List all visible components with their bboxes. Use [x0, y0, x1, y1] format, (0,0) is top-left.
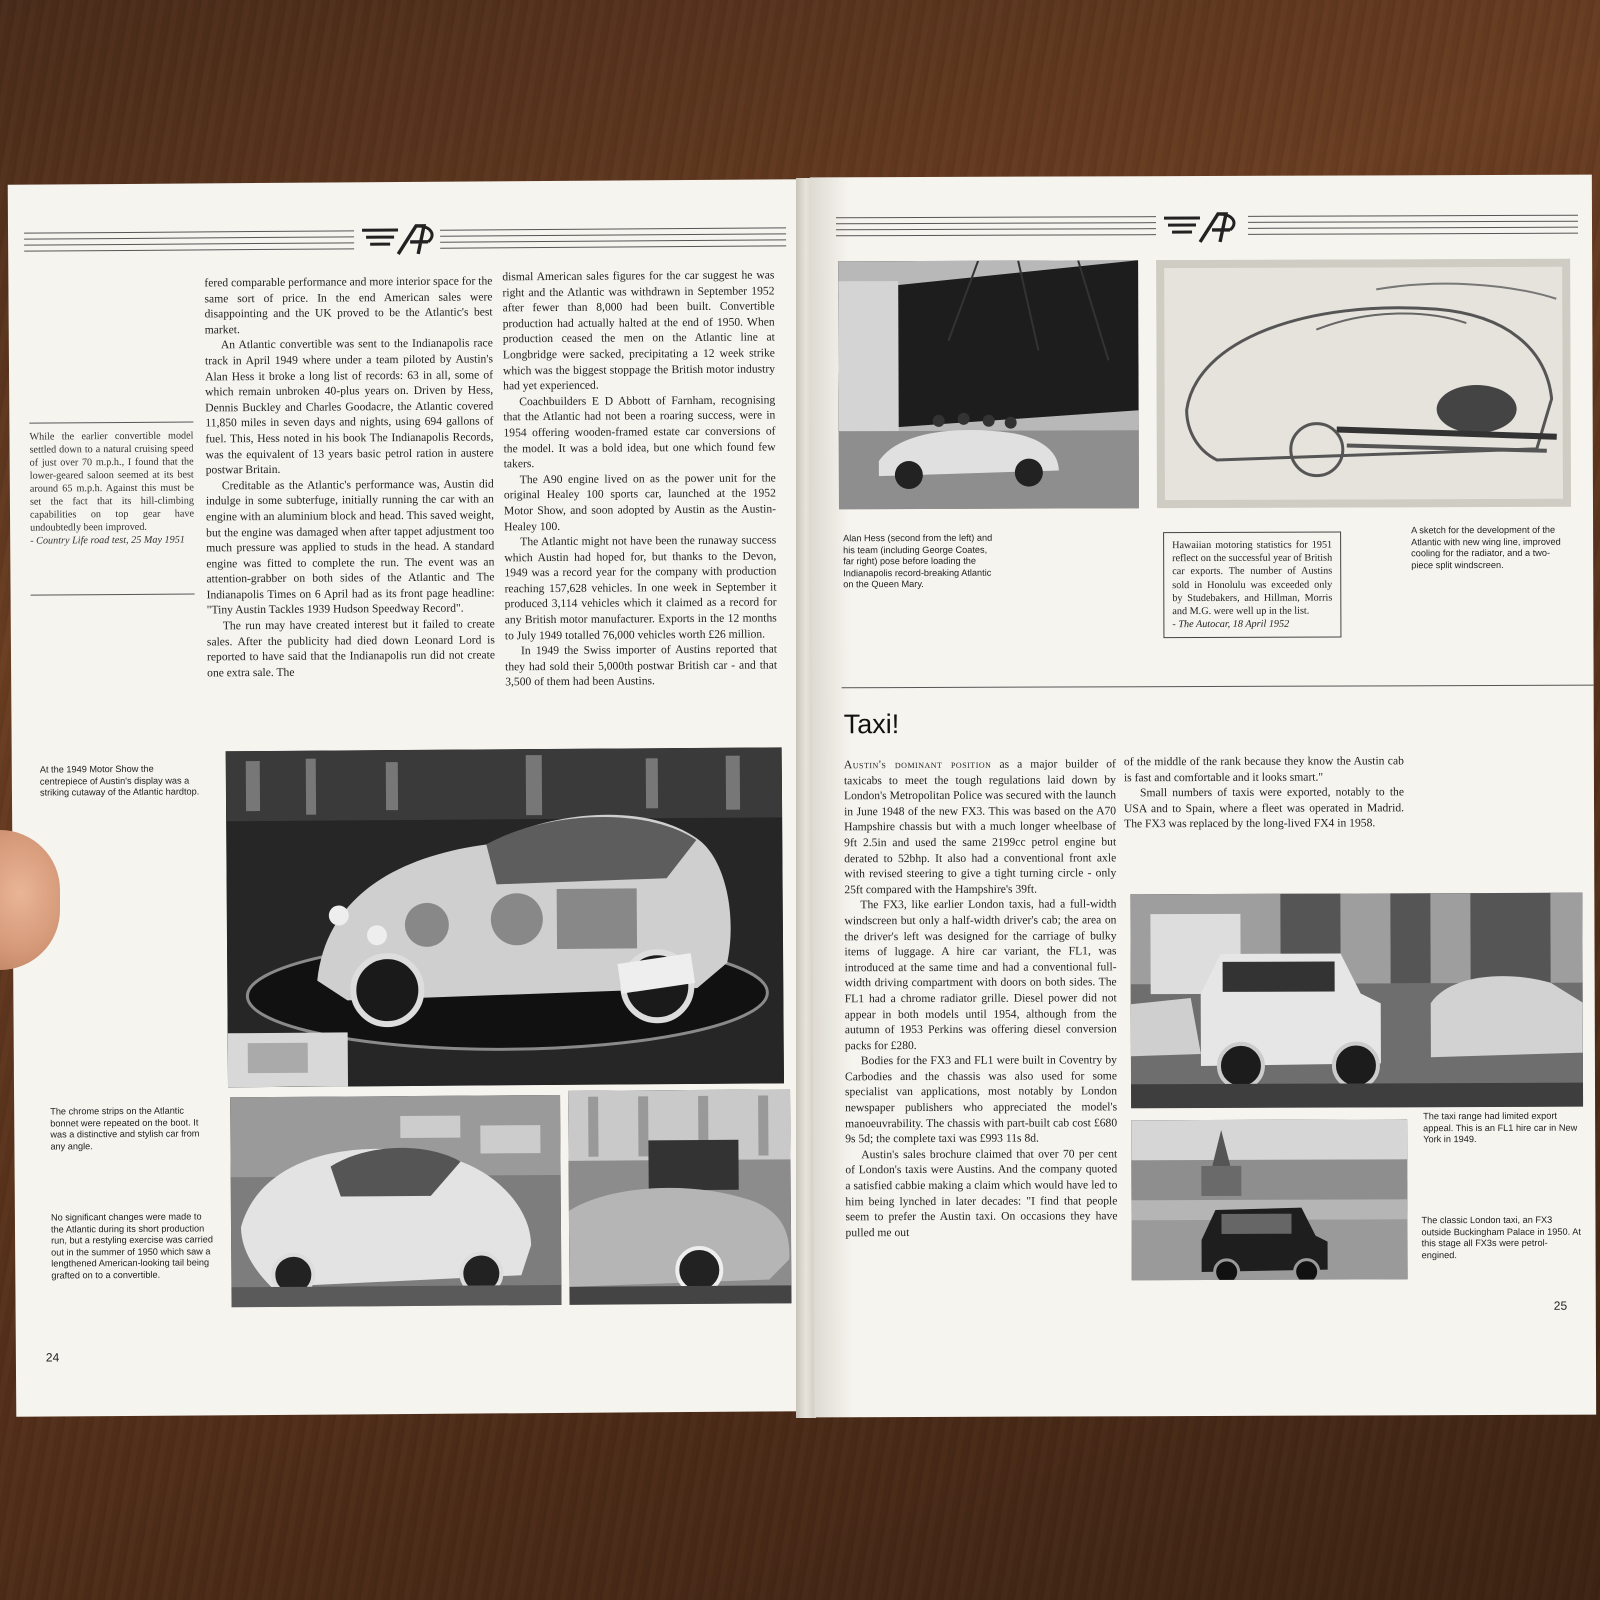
- box-source: - The Autocar, 18 April 1952: [1172, 618, 1290, 631]
- lead-in: Austin's dominant position: [843, 757, 992, 772]
- photo-motor-show-cutaway: [226, 747, 784, 1087]
- quote-rule-top: [29, 421, 193, 423]
- paragraph: Coachbuilders E D Abbott of Farnham, recognising that the Atlantic had not been a roaring success, were in 1954 offering wooden-framed estate car conversions of the model. It was a bold idea, but one which found few takers.: [503, 393, 776, 471]
- lead-text: as a major builder of taxicabs to meet the tough regulations laid down by London's Metropolitan Police was secured with the launch in June 1948 of the new FX3. This was based on the A70 Hampshire chassis but with a much longer wheelbase of 9ft 2.5in and used the same 2199cc petrol engine but derated to 52bhp. It also had a conventional front axle with revised steering to give a tight turning circle - only 25ft compared with the Hampshire's 39ft.: [843, 757, 1117, 897]
- photo-restyled-convertible: [568, 1089, 791, 1305]
- paragraph: [844, 756, 1116, 897]
- quote-rule-bottom: [31, 593, 195, 595]
- paragraph: Creditable as the Atlantic's performance was, Austin did indulge in some subterfuge, initially running the car with an engine with an aluminium block and head. This saved weight, but the engine was damaged when after tappet adjustment too much pressure was applied to studs in the head. A standard engine was fitted to complete the run. The event was an attention-grabber on both sides of the Atlantic and The Indianapolis Times on 6 April had as its front page headline: "Tiny Austin Tackles 1939 Hudson Speedway Record".: [205, 477, 495, 617]
- photo-design-sketch: [1156, 259, 1571, 508]
- paragraph: The Atlantic might not have been the runaway success which Austin had hoped for, but thanks to the Devon, 1949 was a record year for the company with production reaching 157,628 vehicles. In one week in September it produced 3,114 vehicles which it claimed as a record for any British motor manufacturer. Exports in the 12 months to July 1949 totalled 76,000 vehicles worth £26 million.: [504, 533, 777, 642]
- paragraph: Austin's sales brochure claimed that over 70 per cent of London's taxis were Austins. And the company quoted a satisfied cabbie making a claim which would have led to him being lynched in later decades: "I find that people seem to prefer the Austin taxi. On occasions they have pulled me out: [845, 1147, 1118, 1240]
- header-rule-right: [1248, 215, 1578, 240]
- paragraph: of the middle of the rank because they know the Austin cab is fast and comfortable and it looks smart.": [1123, 754, 1404, 784]
- section-divider: [842, 685, 1594, 689]
- caption-motor-show: At the 1949 Motor Show the centrepiece of Austin's display was a striking cutaway of the Atlantic hardtop.: [39, 763, 200, 798]
- hawaii-statistics-box: [1163, 532, 1341, 639]
- page-number-right: 25: [1553, 1298, 1568, 1313]
- paragraph: An Atlantic convertible was sent to the Indianapolis race track in April 1949 where under a team piloted by Austin's Alan Hess it broke a long list of records: 63 in all, some of which remain unbroken 40-plus years on. Driven by Hess, Dennis Buckley and Charles Goodacre, the Atlantic covered 11,850 miles in seven days and nights, using 694 gallons of fuel. This, Hess noted in his book The Indianapolis Records, was the equivalent of 13 years basic petrol ration in austere postwar Britain.: [204, 336, 494, 477]
- taxi-column-1: [844, 756, 1118, 1240]
- austin-logo-icon: [1160, 210, 1242, 246]
- paragraph: dismal American sales figures for the car suggest he was right and the Atlantic was withdrawn in September 1952 after fewer than 8,000 had been built. Convertible production had actually halted at the end of 1950. When production ceased the men on the Atlantic line at Longbridge were sacked, precipitating a 12 week strike which was the biggest stoppage the British motor industry had yet experienced.: [502, 268, 776, 393]
- caption-alan-hess: Alan Hess (second from the left) and his team (including George Coates, far right) pose before loading the Indianapolis record-breaking Atlantic on the Queen Mary.: [843, 532, 993, 590]
- paragraph: The A90 engine lived on as the power unit for the original Healey 100 sports car, launched at the 1952 Motor Show, and soon adopted by Austin as the Austin-Healey 100.: [503, 471, 777, 533]
- austin-logo-icon: [358, 222, 440, 259]
- caption-sketch: A sketch for the development of the Atlantic with new wing line, improved cooling for the radiator, and a two-piece split windscreen.: [1411, 524, 1561, 571]
- box-text: Hawaiian motoring statistics for 1951 reflect on the successful year of British car exports. The number of Austins sold in Honolulu was exceeded only by Studebakers, and Hillman, Morris and M.G. were well up in the list.: [1172, 539, 1333, 618]
- caption-chrome-strips: The chrome strips on the Atlantic bonnet were repeated on the boot. It was a distinctive and stylish car from any angle.: [50, 1105, 200, 1152]
- quote-source: - Country Life road test, 25 May 1951: [30, 534, 185, 547]
- taxi-column-2: [1124, 753, 1404, 832]
- header-rule-left: [836, 216, 1156, 241]
- country-life-quote: [29, 429, 194, 547]
- header-rule-left: [24, 230, 354, 256]
- photo-queen-mary-loading: [838, 260, 1139, 509]
- right-page: [810, 175, 1596, 1418]
- quote-text: While the earlier convertible model settled down to a natural cruising speed of just over 70 m.p.h., I found that the lower-geared saloon seemed at its best around 65 m.p.h. Against this must be set the fact that its hill-climbing capabilities on top gear have undoubtedly been improved.: [29, 430, 195, 534]
- left-page: [8, 179, 809, 1416]
- paragraph: The run may have created interest but it failed to create sales. After the publicity had died down Leonard Lord is reported to have said that the Indianapolis run did not create one extra sale. The: [206, 617, 496, 680]
- left-article-column-1: [204, 273, 495, 680]
- paragraph: Bodies for the FX3 and FL1 were built in Coventry by Carbodies and the chassis was also used for some specialist van applications, most notably by London newspaper publishers who appreciated the model's manoeuvrability. The chassis with part-built cab cost £680 9s 5d; the complete taxi was £993 11s 8d.: [844, 1053, 1118, 1146]
- paragraph: The FX3, like earlier London taxis, had a full-width windscreen but only a half-width driver's cab; the area on the driver's left was designed for the carriage of bulky items of luggage. A hire car variant, the FL1, was introduced at the same time and had a conventional full-width driving compartment with doors on both sides. The FL1 had a chrome radiator grille. Diesel power did not appear in both models until 1954, although from the autumn of 1953 Perkins was offering diesel conversion packs for £280.: [844, 897, 1117, 1052]
- photo-taxi-new-york: [1130, 893, 1583, 1109]
- header-rule-right: [440, 227, 786, 253]
- photo-taxi-buckingham-palace: [1131, 1119, 1408, 1280]
- paragraph: Small numbers of taxis were exported, notably to the USA and to Spain, where a fleet was operated in Madrid. The FX3 was replaced by the long-lived FX4 in 1958.: [1124, 785, 1405, 831]
- caption-restyle: No significant changes were made to the Atlantic during its short production run, but a restyling exercise was carried out in the summer of 1950 which saw a lengthened American-looking tail being grafted on to a convertible.: [50, 1211, 213, 1281]
- paragraph: fered comparable performance and more interior space for the same sort of price. In the end American sales were disappointing and the UK proved to be the Atlantic's best market.: [204, 274, 493, 337]
- photo-convertible-chrome: [230, 1095, 561, 1307]
- section-heading-taxi: Taxi!: [843, 709, 900, 740]
- caption-taxi-london: The classic London taxi, an FX3 outside Buckingham Palace in 1950. At this stage all FX3s were petrol-engined.: [1421, 1214, 1581, 1261]
- paragraph: In 1949 the Swiss importer of Austins reported that they had sold their 5,000th postwar British car - and that 3,500 of them had been Austins.: [505, 642, 778, 689]
- page-number-left: 24: [45, 1350, 60, 1365]
- caption-taxi-new-york: The taxi range had limited export appeal. This is an FL1 hire car in New York in 1949.: [1423, 1110, 1578, 1145]
- left-article-column-2: [502, 267, 777, 690]
